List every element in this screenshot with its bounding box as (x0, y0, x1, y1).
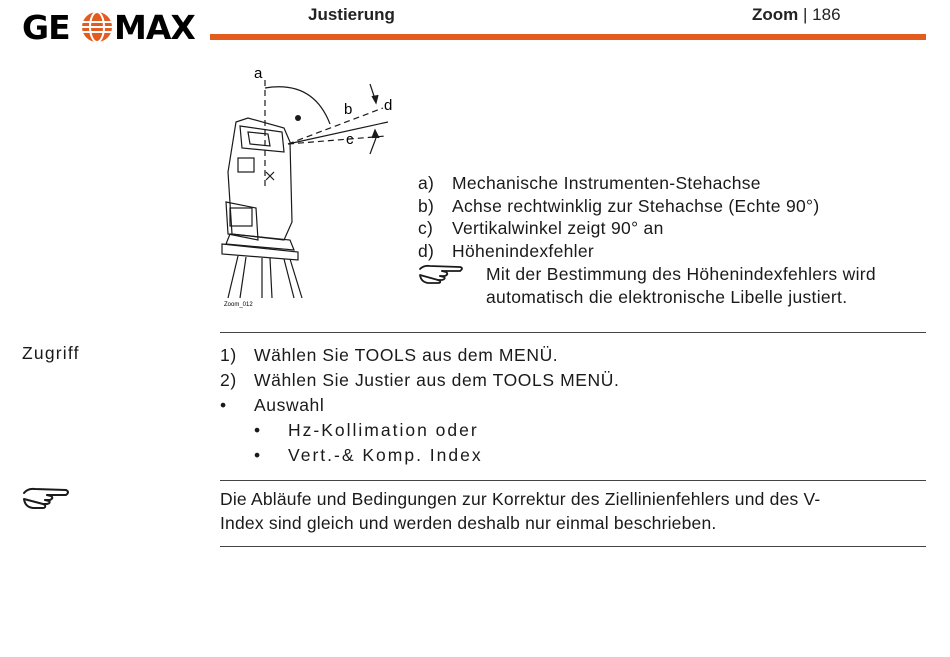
option-item (220, 443, 619, 468)
header-page-info (752, 5, 841, 25)
step-bullet: • (220, 395, 227, 415)
legend-key: d) (418, 240, 435, 261)
label-d: d (384, 97, 393, 114)
legend-item (418, 195, 819, 218)
globe-icon (82, 12, 112, 42)
step-text: Auswahl (254, 395, 325, 415)
logo-text-right: MAX (114, 8, 195, 44)
legend-text: Mechanische Instrumenten-Stehachse (452, 173, 761, 193)
section-title: Justierung (308, 5, 395, 24)
note-line: Index sind gleich und werden deshalb nur einmal beschrieben. (220, 512, 717, 533)
legend-text: Achse rechtwinklig zur Stehachse (Echte 90°) (452, 195, 820, 216)
divider (220, 332, 926, 333)
step-text: Wählen Sie Justier aus dem TOOLS MENÜ. (254, 370, 620, 390)
legend-item (418, 172, 819, 195)
step-number: 1) (220, 345, 237, 365)
product-name: Zoom (752, 5, 799, 24)
note-procedure (220, 488, 820, 535)
step-text: Wählen Sie TOOLS aus dem MENÜ. (254, 345, 559, 365)
note-line: Mit der Bestimmung des Höhenindexfehlers wird (486, 264, 876, 284)
figure-caption: Zoom_012 (224, 302, 253, 308)
option-text: Hz-Kollimation oder (288, 420, 479, 440)
note-line: automatisch die elektronische Libelle justiert. (486, 286, 848, 307)
legend-item (418, 217, 819, 240)
access-label: Zugriff (22, 343, 80, 363)
page-number: 186 (812, 5, 841, 24)
geomax-logo (22, 8, 200, 44)
option-text: Vert.-& Komp. Index (288, 445, 483, 465)
note-calibration (486, 263, 876, 308)
option-bullet: • (254, 445, 261, 465)
label-c: c (346, 131, 354, 148)
label-b: b (344, 101, 353, 118)
step-number: 2) (220, 370, 237, 390)
step-item (220, 368, 619, 393)
divider (220, 546, 926, 547)
header-separator: | (803, 5, 808, 24)
step-item (220, 343, 619, 368)
legend-item (418, 240, 819, 263)
legend-key: c) (418, 218, 434, 238)
logo-text-left: GE (22, 8, 70, 44)
legend-text: Höhenindexfehler (452, 240, 594, 261)
label-a: a (254, 65, 263, 82)
legend-text: Vertikalwinkel zeigt 90° an (452, 218, 664, 238)
pointing-hand-icon (418, 263, 466, 285)
note-line: Die Abläufe und Bedingungen zur Korrektur des Ziellinienfehlers und des V- (220, 489, 821, 509)
step-item (220, 393, 619, 418)
logo-graphic (22, 8, 200, 44)
legend-key: a) (418, 173, 435, 193)
divider (220, 480, 926, 481)
pointing-hand-icon (22, 486, 72, 510)
option-item (220, 418, 619, 443)
figure-legend (418, 172, 819, 262)
instrument-figure (218, 62, 408, 312)
legend-key: b) (418, 195, 435, 216)
option-bullet: • (254, 420, 261, 440)
access-steps (220, 343, 619, 468)
header-accent-bar (210, 34, 926, 40)
instrument-diagram (218, 62, 408, 312)
